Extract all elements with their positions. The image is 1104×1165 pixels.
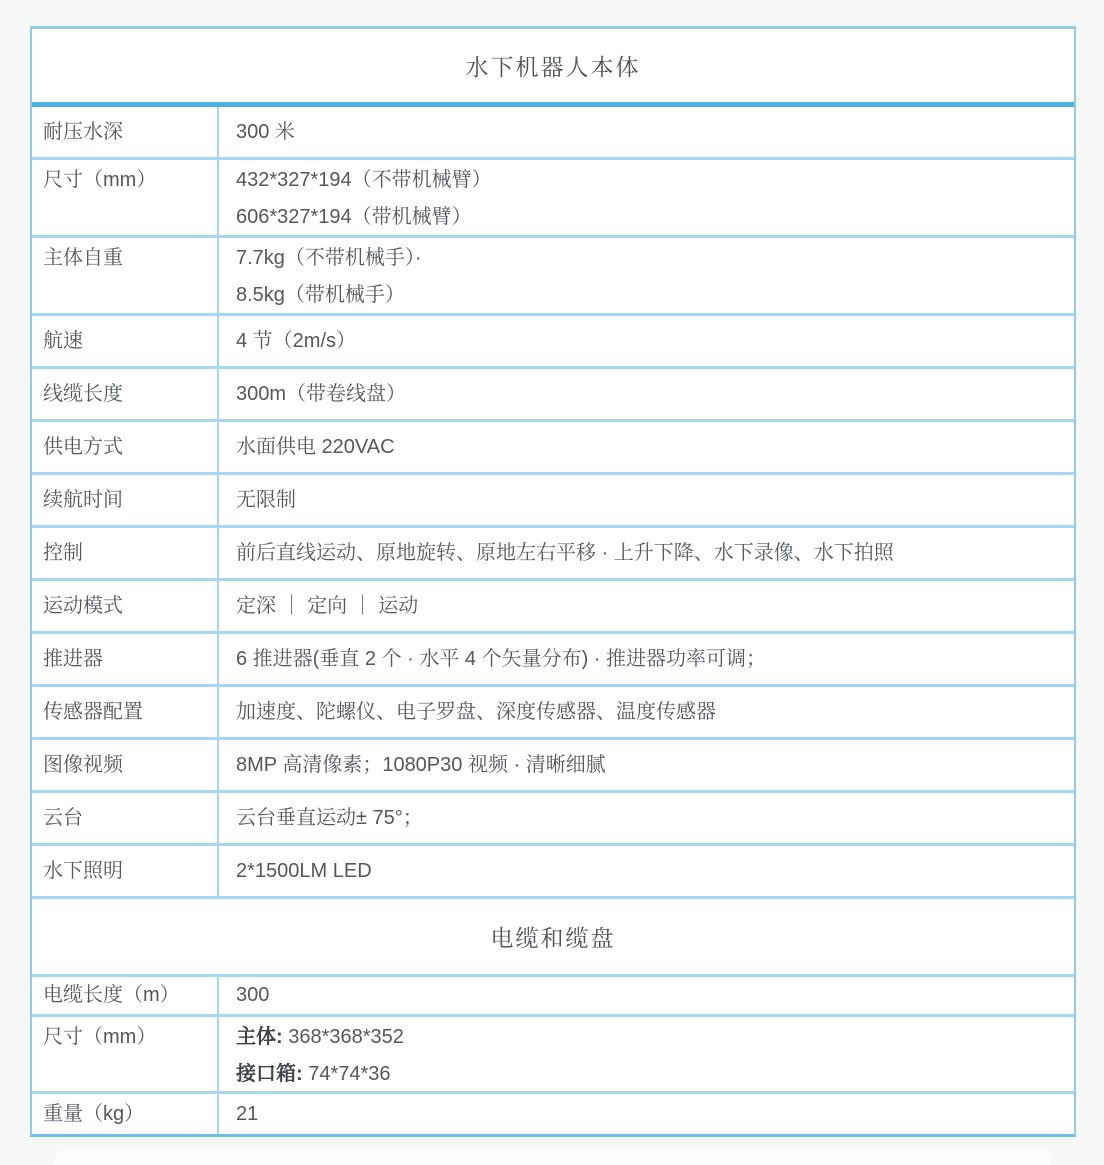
spec-row bbox=[32, 634, 1074, 687]
spec-label: 主体自重 bbox=[32, 238, 219, 313]
spec-row bbox=[32, 793, 1074, 846]
spec-value bbox=[219, 846, 1074, 896]
spec-label: 耐压水深 bbox=[32, 107, 219, 157]
spec-table bbox=[30, 26, 1076, 1137]
spec-label: 水下照明 bbox=[32, 846, 219, 896]
spec-label: 传感器配置 bbox=[32, 687, 219, 737]
spec-label: 电缆长度（m） bbox=[32, 977, 219, 1014]
spec-label: 云台 bbox=[32, 793, 219, 843]
spec-label: 控制 bbox=[32, 528, 219, 578]
spec-value bbox=[219, 1094, 1074, 1134]
spec-row bbox=[32, 369, 1074, 422]
spec-value bbox=[219, 475, 1074, 525]
spec-value-line: 接口箱: 74*74*36 bbox=[236, 1063, 391, 1085]
spec-value bbox=[219, 316, 1074, 366]
spec-value-line: 21 bbox=[236, 1102, 259, 1125]
section-rows-cable-reel bbox=[32, 977, 1074, 1134]
spec-row bbox=[32, 846, 1074, 899]
spec-row bbox=[32, 475, 1074, 528]
spec-row bbox=[32, 1017, 1074, 1094]
spec-value bbox=[219, 977, 1074, 1014]
spec-value-line: 2*1500LM LED bbox=[236, 859, 372, 882]
spec-value bbox=[219, 528, 1074, 578]
spec-row bbox=[32, 977, 1074, 1017]
spec-label: 推进器 bbox=[32, 634, 219, 684]
section-header-cable-reel: 电缆和缆盘 bbox=[32, 899, 1074, 977]
spec-value-key: 主体: bbox=[236, 1026, 283, 1048]
spec-row bbox=[32, 238, 1074, 316]
spec-label: 尺寸（mm） bbox=[32, 1017, 219, 1091]
spec-label: 重量（kg） bbox=[32, 1094, 219, 1134]
spec-value-line: 606*327*194（带机械臂） bbox=[236, 206, 472, 228]
spec-label: 图像视频 bbox=[32, 740, 219, 790]
spec-row bbox=[32, 740, 1074, 793]
spec-value bbox=[219, 687, 1074, 737]
spec-value bbox=[219, 581, 1074, 631]
spec-value-line: 6 推进器(垂直 2 个 · 水平 4 个矢量分布) · 推进器功率可调； bbox=[236, 647, 767, 670]
spec-value-line: 水面供电 220VAC bbox=[236, 435, 395, 458]
spec-value bbox=[219, 1017, 1074, 1091]
spec-value-line: 8MP 高清像素；1080P30 视频 · 清晰细腻 bbox=[236, 753, 606, 776]
spec-value-line: 云台垂直运动± 75°； bbox=[236, 806, 423, 829]
spec-row bbox=[32, 1094, 1074, 1134]
spec-row bbox=[32, 528, 1074, 581]
spec-label: 航速 bbox=[32, 316, 219, 366]
spec-value-line: 4 节（2m/s） bbox=[236, 329, 357, 352]
spec-label: 运动模式 bbox=[32, 581, 219, 631]
section-rows-robot-body bbox=[32, 107, 1074, 899]
spec-row bbox=[32, 422, 1074, 475]
spec-value-line: 前后直线运动、原地旋转、原地左右平移 · 上升下降、水下录像、水下拍照 bbox=[236, 541, 894, 564]
spec-value bbox=[219, 793, 1074, 843]
spec-value-key: 接口箱: bbox=[236, 1063, 303, 1085]
spec-row bbox=[32, 160, 1074, 238]
spec-label: 续航时间 bbox=[32, 475, 219, 525]
section-header-robot-body: 水下机器人本体 bbox=[32, 29, 1074, 107]
spec-value bbox=[219, 422, 1074, 472]
spec-value-line: 432*327*194（不带机械臂） bbox=[236, 169, 492, 191]
spec-label: 线缆长度 bbox=[32, 369, 219, 419]
spec-row bbox=[32, 581, 1074, 634]
spec-value-line: 7.7kg（不带机械手）· bbox=[236, 247, 422, 269]
spec-row bbox=[32, 316, 1074, 369]
spec-value-line: 主体: 368*368*352 bbox=[236, 1026, 404, 1048]
spec-value-line: 无限制 bbox=[236, 488, 296, 511]
spec-row bbox=[32, 687, 1074, 740]
spec-label: 供电方式 bbox=[32, 422, 219, 472]
spec-value bbox=[219, 634, 1074, 684]
spec-value bbox=[219, 107, 1074, 157]
spec-label: 尺寸（mm） bbox=[32, 160, 219, 235]
spec-value bbox=[219, 238, 1074, 313]
spec-row bbox=[32, 107, 1074, 160]
spec-value-line: 300m（带卷线盘） bbox=[236, 382, 407, 405]
spec-value-line: 定深 ｜ 定向 ｜ 运动 bbox=[236, 594, 419, 617]
spec-value bbox=[219, 740, 1074, 790]
spec-value-line: 加速度、陀螺仪、电子罗盘、深度传感器、温度传感器 bbox=[236, 700, 716, 723]
spec-value-line: 300 bbox=[236, 984, 270, 1006]
spec-value-line: 8.5kg（带机械手） bbox=[236, 284, 405, 306]
next-content-strip bbox=[55, 1150, 1050, 1165]
spec-value bbox=[219, 369, 1074, 419]
spec-value bbox=[219, 160, 1074, 235]
spec-value-line: 300 米 bbox=[236, 120, 295, 143]
